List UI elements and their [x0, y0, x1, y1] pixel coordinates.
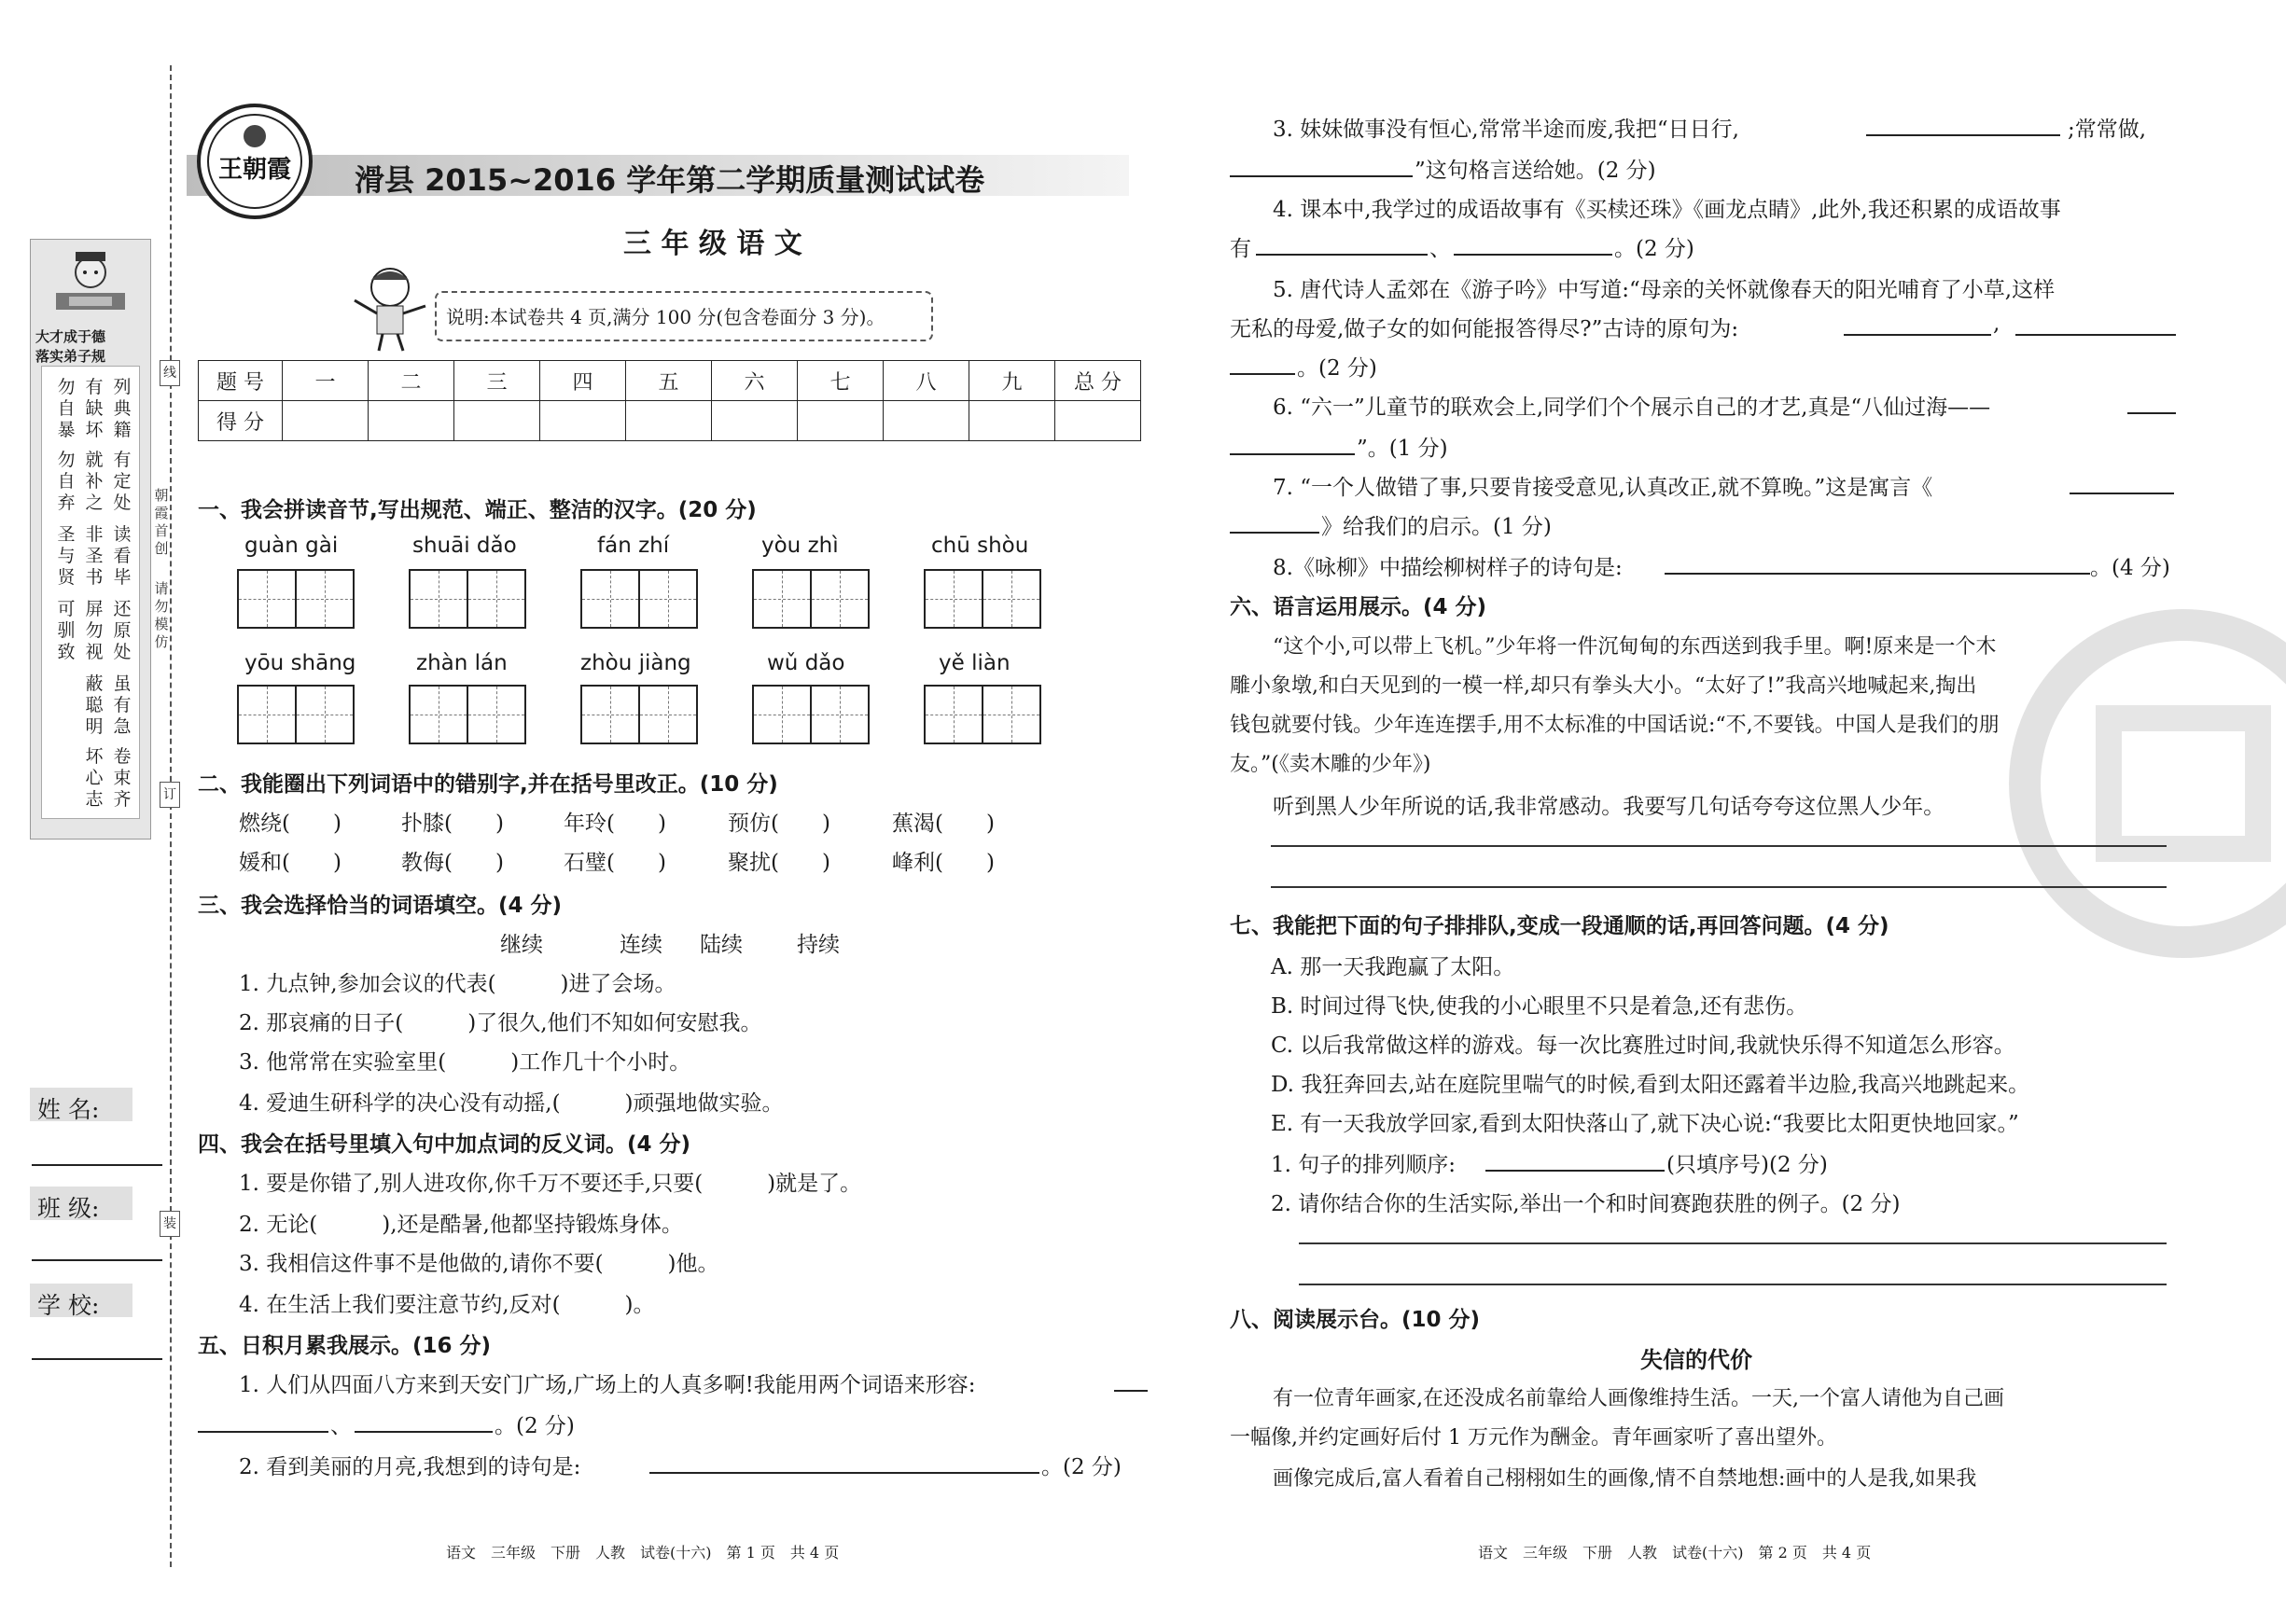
- footer-left: 语文 三年级 下册 人教 试卷(十六) 第 1 页 共 4 页: [446, 1544, 840, 1562]
- s8-para-line: 一幅像,并约定画好后付 1 万元作为酬金。青年画家听了喜出望外。: [1230, 1426, 1837, 1450]
- char-box-pair[interactable]: [580, 569, 698, 632]
- q5-5-end: 。(2 分): [1297, 356, 1377, 381]
- pinyin-label: zhòu jiàng: [580, 651, 691, 675]
- s7-q2: 2. 请你结合你的生活实际,举出一个和时间赛跑获胜的例子。(2 分): [1271, 1192, 1901, 1216]
- s7-q1-blank[interactable]: [1485, 1170, 1665, 1172]
- motto-col: 蔽聪明: [85, 673, 104, 737]
- q5-2-blank[interactable]: [649, 1472, 1039, 1474]
- name-label: 姓 名:: [37, 1096, 100, 1123]
- fill-item[interactable]: 2. 那哀痛的日子( )了很久,他们不知如何安慰我。: [239, 1011, 762, 1035]
- word-option: 陆续: [700, 933, 743, 957]
- q5-1-sep: 、: [330, 1414, 352, 1438]
- pinyin-label: guàn gài: [244, 534, 339, 558]
- motto-bottom: 落实弟子规: [35, 348, 106, 365]
- score-header-row: [199, 361, 1141, 401]
- score-header-cell: 题 号: [199, 361, 283, 401]
- typo-item[interactable]: 蕉渴( ): [892, 812, 995, 836]
- motto-col: 屏勿视: [85, 599, 104, 662]
- q5-3-blank[interactable]: [1230, 175, 1413, 177]
- answer-line[interactable]: [1271, 845, 2167, 847]
- q5-5-blank[interactable]: [2015, 334, 2176, 336]
- pinyin-label: fán zhí: [597, 534, 670, 558]
- score-row-label: 得 分: [199, 401, 283, 441]
- motto-col: 读看毕: [113, 524, 132, 588]
- score-cell[interactable]: [798, 401, 884, 441]
- score-cell[interactable]: [969, 401, 1055, 441]
- q5-6-blank[interactable]: [2127, 412, 2176, 414]
- answer-line[interactable]: [1299, 1284, 2167, 1285]
- score-cell[interactable]: [540, 401, 626, 441]
- score-value-row: [199, 401, 1141, 441]
- q5-8-text: 8.《咏柳》中描绘柳树样子的诗句是:: [1273, 556, 1623, 580]
- char-box-pair[interactable]: [924, 685, 1041, 748]
- char-box-pair[interactable]: [237, 685, 355, 748]
- answer-line[interactable]: [1271, 886, 2167, 888]
- pinyin-label: yòu zhì: [761, 534, 839, 558]
- typo-item[interactable]: 年玲( ): [564, 812, 666, 836]
- binding-mark-ding: 订: [160, 782, 180, 808]
- s6-para-line: “这个小,可以带上飞机。”少年将一件沉甸甸的东西送到我手里。啊!原来是一个木: [1273, 635, 1997, 659]
- typo-item[interactable]: 石璧( ): [564, 851, 666, 875]
- motto-col: 有定处: [113, 450, 132, 513]
- word-option: 继续: [500, 933, 543, 957]
- q5-7-text: 7. “一个人做错了事,只要肯接受意见,认真改正,就不算晚。”这是寓言《: [1273, 476, 1933, 500]
- answer-line[interactable]: [1299, 1242, 2167, 1244]
- q5-6-end: ”。(1 分): [1357, 437, 1448, 461]
- score-header-cell: 九: [969, 361, 1055, 401]
- q5-7-blank[interactable]: [2070, 493, 2174, 494]
- fill-item[interactable]: 3. 他常常在实验室里( )工作几十个小时。: [239, 1050, 691, 1075]
- char-box-pair[interactable]: [580, 685, 698, 748]
- fill-item[interactable]: 1. 九点钟,参加会议的代表( )进了会场。: [239, 972, 676, 996]
- section-2-title: 二、我能圈出下列词语中的错别字,并在括号里改正。(10 分): [198, 772, 778, 797]
- q5-1-text: 1. 人们从四面八方来到天安门广场,广场上的人真多啊!我能用两个词语来形容:: [239, 1373, 976, 1397]
- q5-2-end: 。(2 分): [1041, 1455, 1122, 1479]
- binding-mark-zhuang: 装: [160, 1211, 180, 1237]
- fill-item[interactable]: 4. 爱迪生研科学的决心没有动摇,( )顽强地做实验。: [239, 1091, 784, 1116]
- class-field[interactable]: [32, 1259, 162, 1261]
- q5-1-blank[interactable]: [355, 1431, 493, 1433]
- note-text: 说明:本试卷共 4 页,满分 100 分(包含卷面分 3 分)。: [446, 306, 885, 328]
- q5-5-text2: 无私的母爱,做子女的如何能报答得尽?”古诗的原句为:: [1230, 317, 1739, 341]
- motto-col: 圣与贤: [57, 524, 76, 588]
- q5-8-end: 。(4 分): [2090, 556, 2170, 580]
- typo-item[interactable]: 燃绕( ): [239, 812, 342, 836]
- s8-para-line: 画像完成后,富人看着自己栩栩如生的画像,情不自禁地想:画中的人是我,如果我: [1273, 1467, 1977, 1491]
- s6-para-line: 钱包就要付钱。少年连连摆手,用不太标准的中国话说:“不,不要钱。中国人是我们的朋: [1230, 714, 2000, 737]
- copyright-col: 朝霞首创: [154, 487, 169, 557]
- pinyin-label: yōu shāng: [244, 651, 356, 675]
- motto-top: 大才成于德: [35, 328, 106, 345]
- antonym-item[interactable]: 4. 在生活上我们要注意节约,反对( )。: [239, 1293, 655, 1317]
- s7-sentence: E. 有一天我放学回家,看到太阳快落山了,就下决心说:“我要比太阳更快地回家。”: [1271, 1112, 2019, 1136]
- motto-col: 非圣书: [85, 524, 104, 588]
- pinyin-label: shuāi dǎo: [412, 534, 517, 558]
- section-8-title: 八、阅读展示台。(10 分): [1230, 1308, 1481, 1332]
- school-label: 学 校:: [37, 1292, 100, 1319]
- score-header-cell: 一: [283, 361, 369, 401]
- q5-5-blank[interactable]: [1844, 334, 1991, 336]
- motto-col: 勿自弃: [57, 450, 76, 513]
- score-cell[interactable]: [884, 401, 969, 441]
- s7-sentence: C. 以后我常做这样的游戏。每一次比赛胜过时间,我就快乐得不知道怎么形容。: [1271, 1034, 2015, 1058]
- motto-col: 可驯致: [57, 599, 76, 662]
- q5-5-sep: ,: [1993, 312, 2000, 336]
- class-label: 班 级:: [37, 1195, 100, 1222]
- typo-item[interactable]: 峰利( ): [892, 851, 995, 875]
- binding-mark-xian: 线: [160, 360, 180, 386]
- score-cell[interactable]: [283, 401, 369, 441]
- q5-6-blank[interactable]: [1230, 453, 1355, 455]
- logo-text: 王朝霞: [217, 156, 292, 184]
- score-header-cell: 五: [626, 361, 712, 401]
- q5-4-blank[interactable]: [1256, 254, 1428, 256]
- s7-sentence: B. 时间过得飞快,使我的小心眼里不只是着急,还有悲伤。: [1271, 994, 1808, 1019]
- pinyin-label: chū shòu: [931, 534, 1029, 558]
- motto-col: 列典籍: [113, 377, 132, 440]
- word-option: 持续: [797, 933, 840, 957]
- score-header-cell: 总 分: [1055, 361, 1141, 401]
- q5-4-start: 有: [1230, 237, 1251, 261]
- watermark-seal-icon: [2006, 606, 2286, 961]
- score-header-cell: 七: [798, 361, 884, 401]
- s7-sentence: A. 那一天我跑赢了太阳。: [1271, 955, 1515, 979]
- typo-item[interactable]: 聚扰( ): [728, 851, 830, 875]
- copyright-col: 请勿模仿: [154, 580, 169, 650]
- motto-col: 还原处: [113, 599, 132, 662]
- motto-col: 就补之: [85, 450, 104, 513]
- q5-3-blank[interactable]: [1866, 134, 2060, 136]
- section-6-title: 六、语言运用展示。(4 分): [1230, 595, 1487, 619]
- q5-3-mid: ;常常做,: [2068, 118, 2147, 142]
- pinyin-label: yě liàn: [939, 651, 1011, 675]
- antonym-item[interactable]: 3. 我相信这件事不是他做的,请你不要( )他。: [239, 1252, 719, 1276]
- q5-1-blank[interactable]: [1114, 1390, 1148, 1392]
- pinyin-label: zhàn lán: [416, 651, 508, 675]
- footer-right: 语文 三年级 下册 人教 试卷(十六) 第 2 页 共 4 页: [1478, 1544, 1872, 1562]
- s7-sentence: D. 我狂奔回去,站在庭院里喘气的时候,看到太阳还露着半边脸,我高兴地跳起来。: [1271, 1073, 2030, 1097]
- section-7-title: 七、我能把下面的句子排排队,变成一段通顺的话,再回答问题。(4 分): [1230, 914, 1889, 938]
- q5-6-text: 6. “六一”儿童节的联欢会上,同学们个个展示自己的才艺,真是“八仙过海——: [1273, 396, 1991, 420]
- q5-3-text: 3. 妹妹做事没有恒心,常常半途而废,我把“日日行,: [1273, 118, 1739, 142]
- section-1-title: 一、我会拼读音节,写出规范、端正、整洁的汉字。(20 分): [198, 498, 757, 522]
- logo-seal-icon: [194, 101, 315, 222]
- score-cell[interactable]: [712, 401, 798, 441]
- q5-5-text: 5. 唐代诗人孟郊在《游子吟》中写道:“母亲的关怀就像春天的阳光哺育了小草,这样: [1273, 278, 2056, 302]
- school-field[interactable]: [32, 1358, 162, 1360]
- motto-col: 虽有急: [113, 673, 132, 737]
- antonym-item[interactable]: 2. 无论( ),还是酷暑,他都坚持锻炼身体。: [239, 1213, 683, 1237]
- score-cell[interactable]: [626, 401, 712, 441]
- exam-subtitle: 三 年 级 语 文: [623, 228, 802, 260]
- motto-col: 卷束齐: [113, 746, 132, 810]
- section-5-title: 五、日积月累我展示。(16 分): [198, 1334, 492, 1358]
- story-title: 失信的代价: [1640, 1347, 1752, 1373]
- antonym-item[interactable]: 1. 要是你错了,别人进攻你,你千万不要还手,只要( )就是了。: [239, 1172, 862, 1196]
- s6-prompt: 听到黑人少年所说的话,我非常感动。我要写几句话夸夸这位黑人少年。: [1273, 795, 1945, 819]
- q5-1-blank[interactable]: [198, 1431, 328, 1433]
- s7-q1: 1. 句子的排列顺序:: [1271, 1153, 1457, 1177]
- q5-7-blank[interactable]: [1230, 532, 1319, 534]
- score-header-cell: 六: [712, 361, 798, 401]
- s6-para-line: 友。”(《卖木雕的少年》): [1230, 753, 1431, 776]
- char-box-pair[interactable]: [237, 569, 355, 632]
- score-cell[interactable]: [454, 401, 540, 441]
- s6-para-line: 雕小象墩,和白天见到的一模一样,却只有拳头大小。“太好了!”我高兴地喊起来,掏出: [1230, 674, 1977, 698]
- char-box-pair[interactable]: [752, 569, 870, 632]
- typo-item[interactable]: 扑膝( ): [401, 812, 504, 836]
- pinyin-label: wǔ dǎo: [767, 651, 845, 675]
- char-box-pair[interactable]: [924, 569, 1041, 632]
- word-option: 连续: [620, 933, 662, 957]
- motto-col: 坏心志: [85, 746, 104, 810]
- q5-4-text: 4. 课本中,我学过的成语故事有《买椟还珠》《画龙点睛》,此外,我还积累的成语故事: [1273, 198, 2061, 222]
- char-box-pair[interactable]: [409, 685, 526, 748]
- q5-4-sep: 、: [1429, 237, 1451, 261]
- q5-1-end: 。(2 分): [495, 1414, 575, 1438]
- typo-item[interactable]: 教侮( ): [401, 851, 504, 875]
- q5-4-blank[interactable]: [1454, 254, 1612, 256]
- q5-4-end: 。(2 分): [1614, 237, 1694, 261]
- cartoon-kid-icon: [345, 259, 435, 353]
- q5-7-end: 》给我们的启示。(1 分): [1321, 515, 1552, 539]
- s8-para-line: 有一位青年画家,在还没成名前靠给人画像维持生活。一天,一个富人请他为自己画: [1273, 1387, 2004, 1410]
- typo-item[interactable]: 预仿( ): [728, 812, 830, 836]
- motto-col: 有缺坏: [85, 377, 104, 440]
- score-table: [198, 360, 1141, 441]
- q5-8-blank[interactable]: [1665, 573, 2090, 575]
- score-cell[interactable]: [369, 401, 454, 441]
- s7-q1-end: (只填序号)(2 分): [1666, 1153, 1828, 1177]
- section-3-title: 三、我会选择恰当的词语填空。(4 分): [198, 894, 563, 918]
- scholar-mascot-icon: [49, 244, 132, 323]
- score-cell[interactable]: [1055, 401, 1141, 441]
- score-header-cell: 八: [884, 361, 969, 401]
- motto-col: 勿自暴: [57, 377, 76, 440]
- binding-line: [170, 65, 172, 1567]
- name-field[interactable]: [32, 1164, 162, 1166]
- score-header-cell: 四: [540, 361, 626, 401]
- section-4-title: 四、我会在括号里填入句中加点词的反义词。(4 分): [198, 1132, 691, 1157]
- exam-title: 滑县 2015~2016 学年第二学期质量测试试卷: [355, 162, 985, 198]
- q5-2-text: 2. 看到美丽的月亮,我想到的诗句是:: [239, 1455, 581, 1479]
- char-box-pair[interactable]: [409, 569, 526, 632]
- score-header-cell: 三: [454, 361, 540, 401]
- typo-item[interactable]: 媛和( ): [239, 851, 342, 875]
- score-header-cell: 二: [369, 361, 454, 401]
- q5-5-blank[interactable]: [1230, 373, 1295, 375]
- q5-3-end: ”这句格言送给她。(2 分): [1415, 159, 1656, 183]
- char-box-pair[interactable]: [752, 685, 870, 748]
